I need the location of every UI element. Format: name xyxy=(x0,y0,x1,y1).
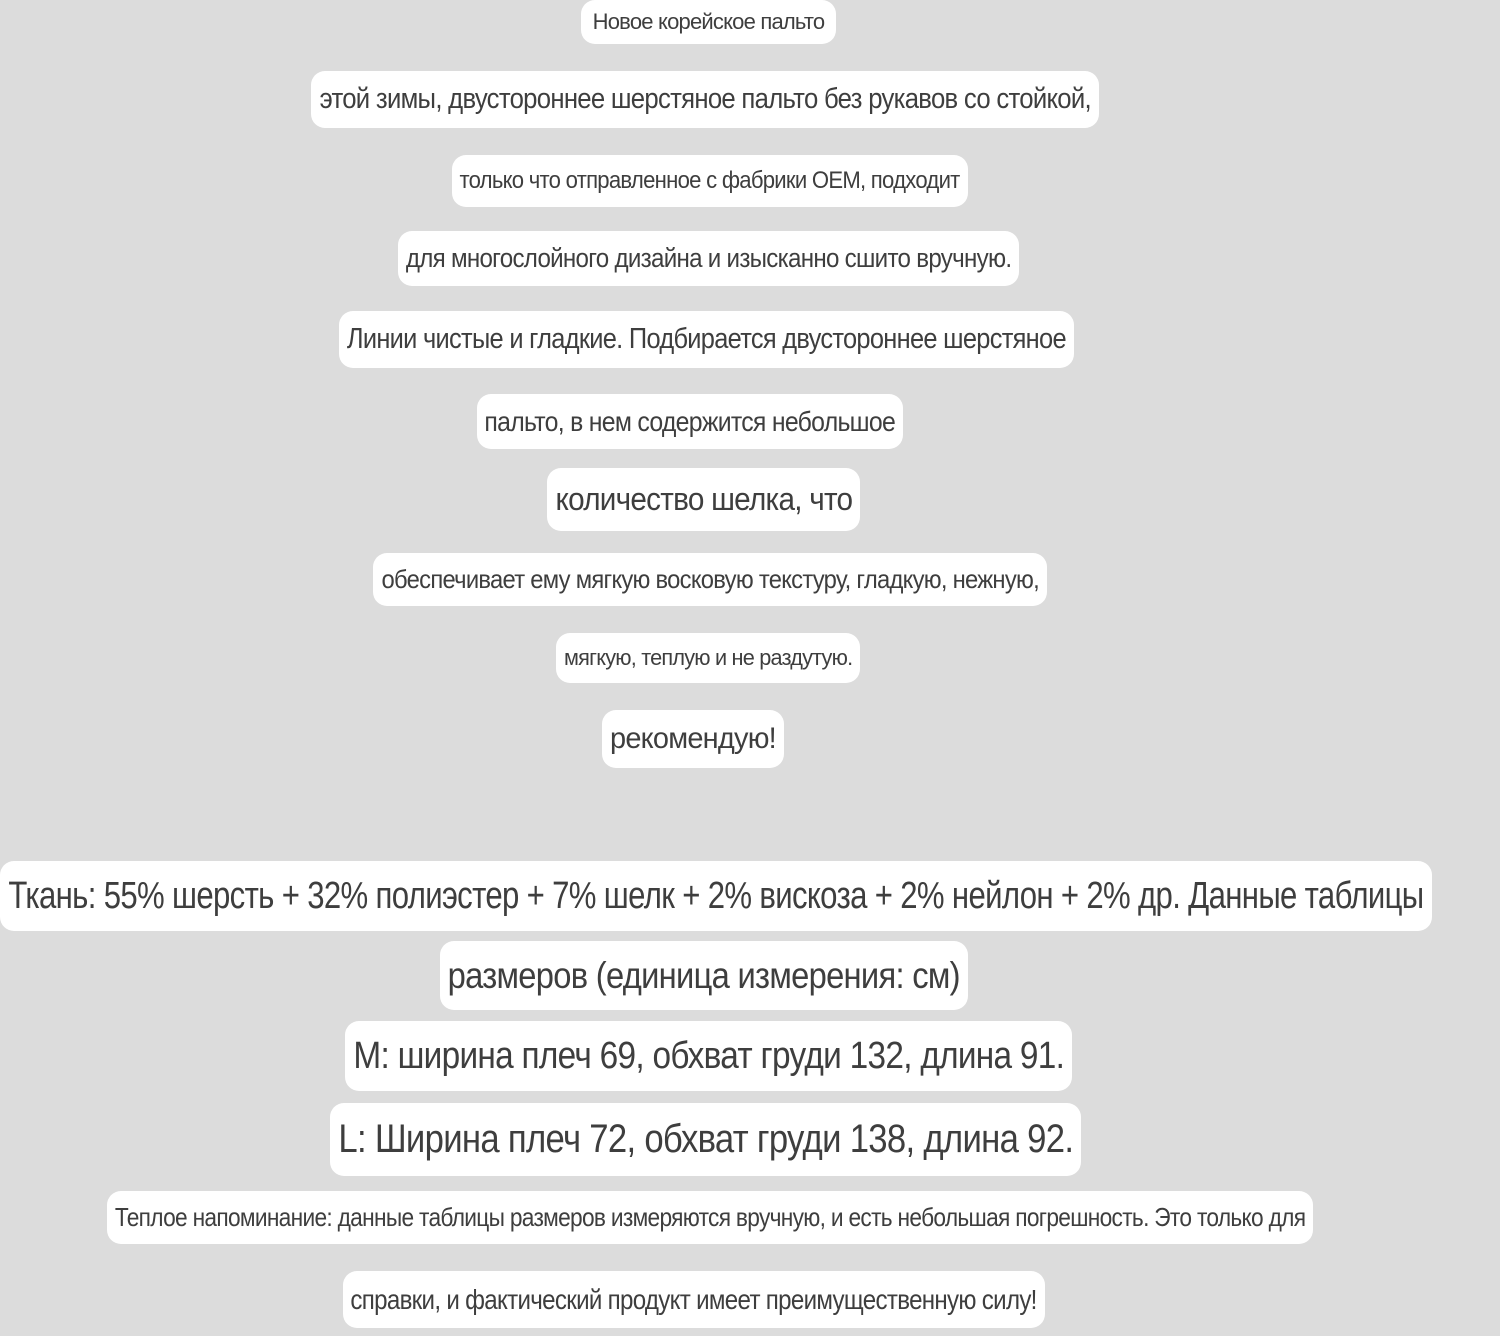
size-l-text: L: Ширина плеч 72, обхват груди 138, длина 92. xyxy=(338,1117,1073,1161)
fabric-composition-block xyxy=(0,861,1432,931)
reminder-block xyxy=(343,1271,1045,1328)
description-line: рекомендую! xyxy=(610,722,776,755)
text-block xyxy=(547,468,860,531)
size-m-text: M: ширина плеч 69, обхват груди 132, длина 91. xyxy=(353,1034,1064,1077)
title-text: Новое корейское пальто xyxy=(592,9,825,34)
text-block xyxy=(398,231,1019,286)
description-line: мягкую, теплую и не раздутую. xyxy=(563,645,853,670)
description-line: Линии чистые и гладкие. Подбирается двустороннее шерстяное xyxy=(347,323,1067,355)
text-block xyxy=(602,710,784,768)
description-line: только что отправленное с фабрики OEM, подходит xyxy=(459,167,961,194)
description-line: этой зимы, двустороннее шерстяное пальто без рукавов со стойкой, xyxy=(319,83,1091,115)
text-block xyxy=(373,553,1047,606)
size-m-block xyxy=(345,1021,1072,1091)
reminder-text: Теплое напоминание: данные таблицы размеров измеряются вручную, и есть небольшая погрешность. Это только для xyxy=(114,1202,1306,1232)
text-block xyxy=(452,155,968,207)
text-block xyxy=(477,394,903,449)
description-line: пальто, в нем содержится небольшое xyxy=(484,405,896,437)
description-line: обеспечивает ему мягкую восковую текстуру, гладкую, нежную, xyxy=(381,564,1039,594)
size-table-unit-block xyxy=(440,941,968,1010)
fabric-composition-text: Ткань: 55% шерсть + 32% полиэстер + 7% шелк + 2% вискоза + 2% нейлон + 2% др. Данные таблицы xyxy=(8,874,1424,917)
reminder-block xyxy=(107,1191,1313,1244)
size-l-block xyxy=(330,1103,1081,1176)
text-block xyxy=(556,633,860,683)
reminder-text: справки, и фактический продукт имеет преимущественную силу! xyxy=(350,1283,1038,1315)
size-table-unit-text: размеров (единица измерения: см) xyxy=(447,954,961,996)
text-block-title xyxy=(581,0,836,44)
description-line: для многослойного дизайна и изысканно сшито вручную. xyxy=(405,243,1012,273)
text-block xyxy=(311,71,1099,128)
description-line: количество шелка, что xyxy=(555,481,852,517)
text-block xyxy=(339,311,1074,368)
